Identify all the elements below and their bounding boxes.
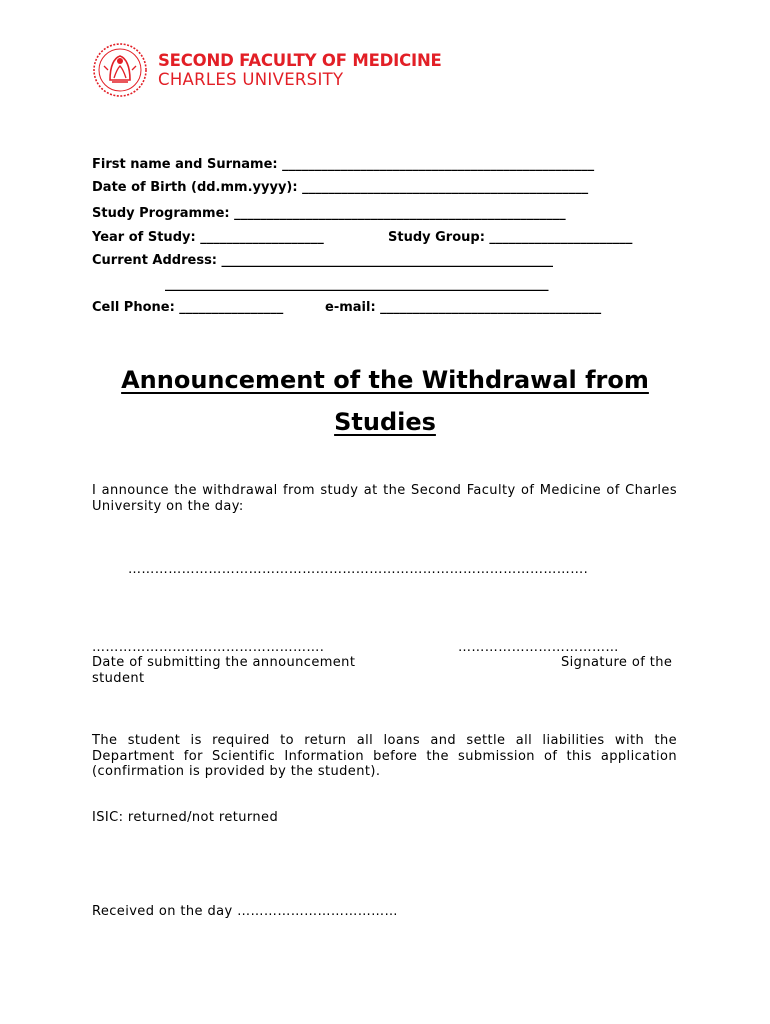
withdrawal-date-blank[interactable]: …………………………………………………………………………………………. — [128, 562, 589, 577]
university-name: CHARLES UNIVERSITY — [158, 70, 344, 89]
document-title-line2: Studies — [334, 408, 436, 436]
faculty-name: SECOND FACULTY OF MEDICINE — [158, 51, 442, 70]
university-seal-icon — [92, 42, 148, 98]
signature-label-student: student — [92, 671, 145, 686]
year-of-study-field[interactable]: Year of Study: ___________________ — [92, 230, 324, 245]
dob-field[interactable]: Date of Birth (dd.mm.yyyy): ____________________________________________ — [92, 180, 589, 195]
requirement-note: The student is required to return all loans and settle all liabilities with the Department for Scientific Information before the submission of this application (confirmation is provided by the student). — [92, 733, 677, 779]
submission-date-blank[interactable]: ……………………………………………. — [92, 640, 325, 655]
faculty-logo — [92, 42, 492, 98]
current-address-field[interactable]: Current Address: ___________________________________________________ — [92, 253, 554, 268]
signature-label: Signature of the — [561, 655, 673, 670]
current-address-line2[interactable]: ___________________________________________________________ — [165, 277, 549, 292]
name-field[interactable]: First name and Surname: ________________________________________________ — [92, 157, 595, 172]
submission-date-label: Date of submitting the announcement — [92, 655, 356, 670]
study-group-field[interactable]: Study Group: ______________________ — [388, 230, 633, 245]
document-title: Announcement of the Withdrawal from — [121, 366, 649, 394]
cell-phone-field[interactable]: Cell Phone: ________________ — [92, 300, 284, 315]
signature-blank[interactable]: ……………………………… — [458, 640, 619, 655]
received-date[interactable]: Received on the day ……………………………… — [92, 904, 398, 919]
isic-status: ISIC: returned/not returned — [92, 810, 279, 825]
study-programme-field[interactable]: Study Programme: ___________________________________________________ — [92, 206, 566, 221]
email-field[interactable]: e-mail: __________________________________ — [325, 300, 602, 315]
withdrawal-statement: I announce the withdrawal from study at the Second Faculty of Medicine of Charles University on the day: — [92, 483, 677, 514]
